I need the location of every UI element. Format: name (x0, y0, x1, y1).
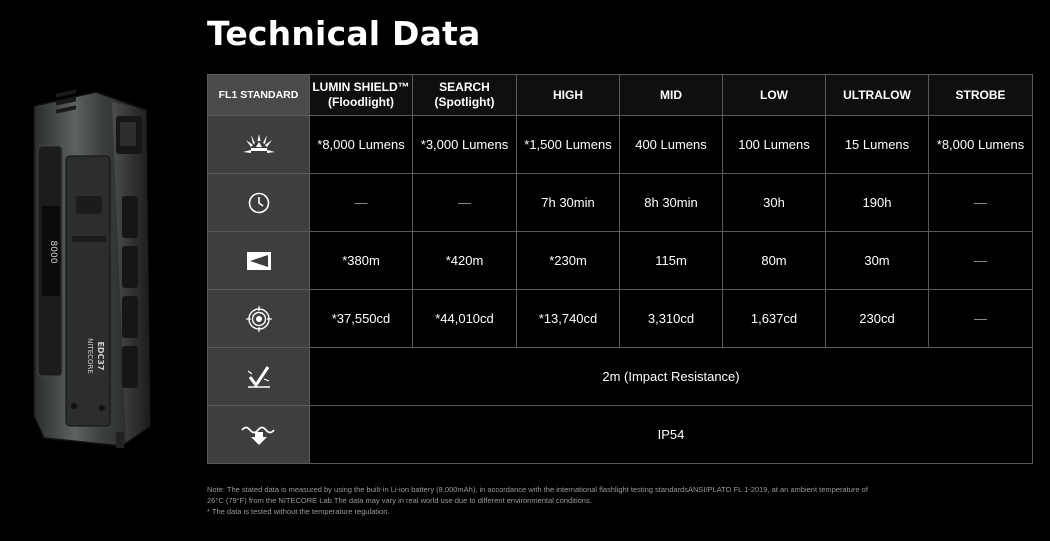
cell-value: — (310, 174, 413, 232)
table-row-beam-distance (208, 232, 1033, 290)
header-strobe: STROBE (929, 75, 1033, 116)
table-header-row (208, 75, 1033, 116)
header-lumin-shield: LUMIN SHIELD™ (Floodlight) (310, 75, 413, 116)
cell-value: 230cd (826, 290, 929, 348)
beam-distance-icon (246, 251, 272, 271)
cell-value: — (413, 174, 517, 232)
row-icon-cell (208, 406, 310, 464)
table-row-light-output (208, 116, 1033, 174)
waterproof-icon (241, 424, 277, 446)
table-row-impact-resistance (208, 348, 1033, 406)
header-fl1-standard: FL1 STANDARD (208, 75, 310, 116)
header-high: HIGH (517, 75, 620, 116)
peak-intensity-icon (246, 306, 272, 332)
footnote (207, 484, 1037, 517)
cell-value: *37,550cd (310, 290, 413, 348)
product-display-text: 8000 (48, 240, 58, 264)
cell-value: 3,310cd (620, 290, 723, 348)
footnote-line: * The data is tested without the temperature regulation. (207, 507, 390, 516)
row-icon-cell (208, 116, 310, 174)
flashlight-product-image (26, 86, 158, 458)
cell-value: 8h 30min (620, 174, 723, 232)
row-icon-cell (208, 290, 310, 348)
cell-value-span: 2m (Impact Resistance) (310, 348, 1033, 406)
cell-value: 1,637cd (723, 290, 826, 348)
cell-value: 15 Lumens (826, 116, 929, 174)
cell-value: 7h 30min (517, 174, 620, 232)
technical-data-table (207, 74, 1033, 464)
light-output-icon (242, 134, 276, 156)
cell-value: *420m (413, 232, 517, 290)
cell-value: *44,010cd (413, 290, 517, 348)
cell-value: *3,000 Lumens (413, 116, 517, 174)
cell-value: — (929, 290, 1033, 348)
table-row-runtime (208, 174, 1033, 232)
cell-value: 115m (620, 232, 723, 290)
cell-value: 80m (723, 232, 826, 290)
impact-resistance-icon (246, 365, 272, 389)
footnote-line: Note: The stated data is measured by using the built-in Li-ion battery (8,000mAh), in accordance with the international flashlight testing standardsANSI/PLATO FL 1-2019, at an ambient temperature of (207, 485, 868, 494)
cell-value: *8,000 Lumens (929, 116, 1033, 174)
cell-value: *380m (310, 232, 413, 290)
table-row-waterproof (208, 406, 1033, 464)
cell-value: *1,500 Lumens (517, 116, 620, 174)
cell-value: 30h (723, 174, 826, 232)
cell-value: 30m (826, 232, 929, 290)
cell-value: *230m (517, 232, 620, 290)
header-mid: MID (620, 75, 723, 116)
footnote-line: 26°C (79°F) from the NITECORE Lab.The data may vary in real world use due to different environmental conditions. (207, 496, 592, 505)
row-icon-cell (208, 174, 310, 232)
cell-value: *13,740cd (517, 290, 620, 348)
header-search: SEARCH (Spotlight) (413, 75, 517, 116)
product-model-text: EDC37 (96, 341, 105, 371)
row-icon-cell (208, 348, 310, 406)
product-brand-text: NITECORE (86, 338, 94, 374)
cell-value: — (929, 174, 1033, 232)
runtime-clock-icon (247, 191, 271, 215)
cell-value: 190h (826, 174, 929, 232)
page-title: Technical Data (207, 14, 481, 53)
cell-value: — (929, 232, 1033, 290)
cell-value: 100 Lumens (723, 116, 826, 174)
cell-value: 400 Lumens (620, 116, 723, 174)
table-row-peak-intensity (208, 290, 1033, 348)
header-low: LOW (723, 75, 826, 116)
header-ultralow: ULTRALOW (826, 75, 929, 116)
cell-value-span: IP54 (310, 406, 1033, 464)
cell-value: *8,000 Lumens (310, 116, 413, 174)
row-icon-cell (208, 232, 310, 290)
